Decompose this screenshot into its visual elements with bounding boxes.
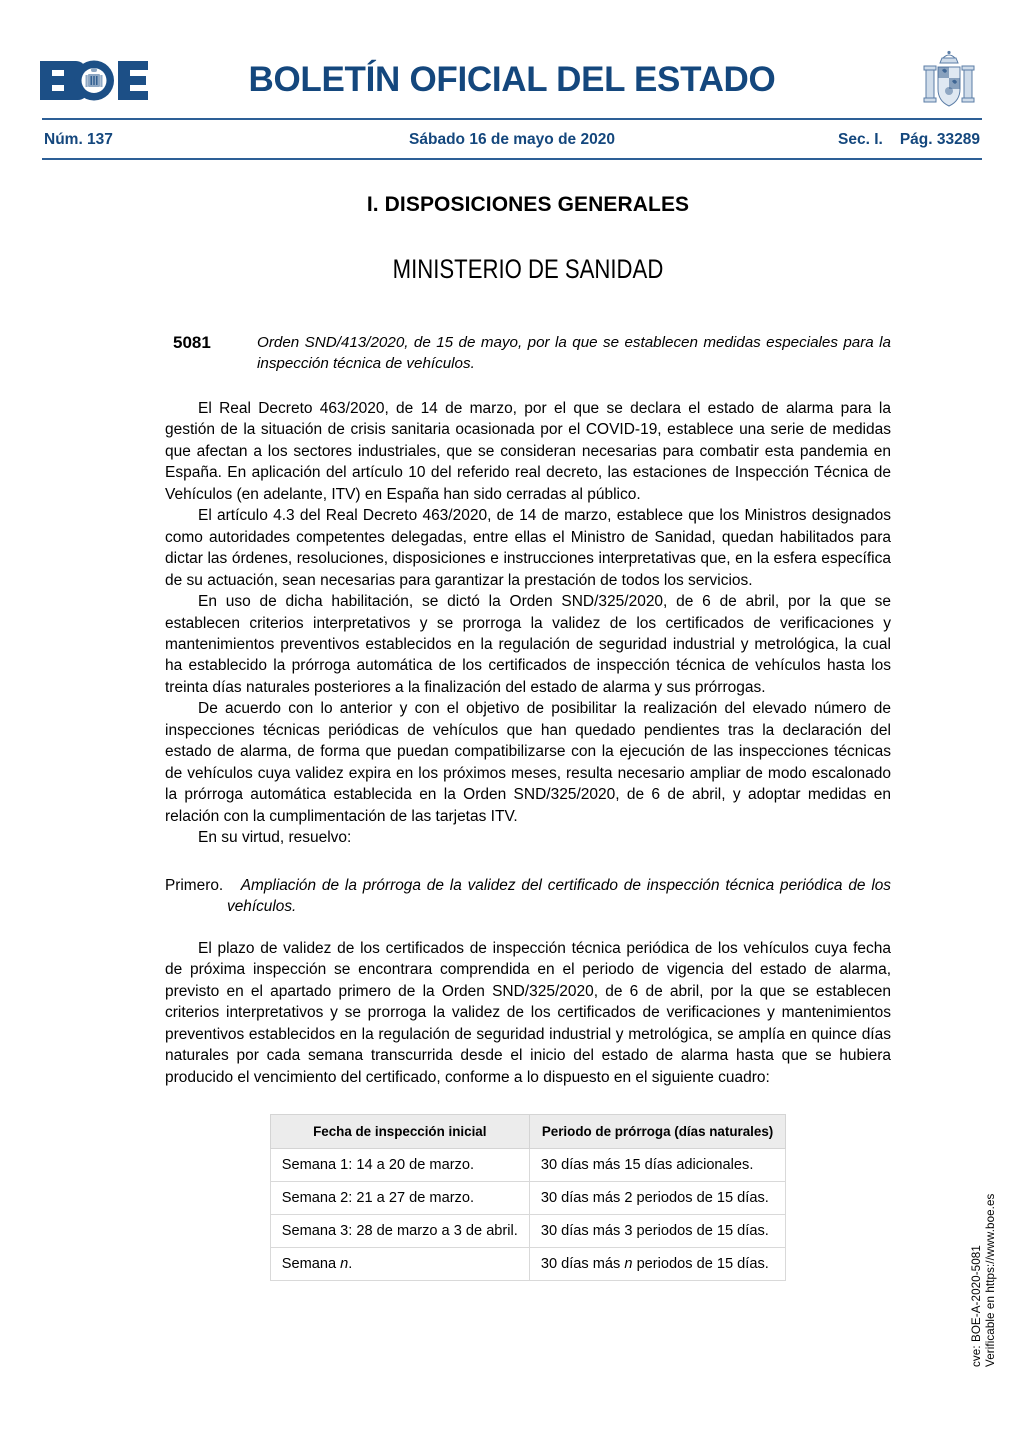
paragraph-4: De acuerdo con lo anterior y con el objetivo de posibilitar la realización del elevado número de inspecciones técnicas periódicas de vehículos que han quedado pendientes tras la declaración del estado de alarma, de forma que puedan compatibilizarse con la ejecución de las inspecciones técnicas de vehículos cuya validez expira en los próximos meses, resulta necesario ampliar de modo escalonado la prórroga automática establecida en la Orden SND/325/2020, de 6 de abril, y adoptar medidas en relación con la cumplimentación de las tarjetas ITV. [165, 700, 891, 825]
verification-sidebar [971, 1117, 1011, 1367]
table-row [270, 1215, 786, 1248]
page-label: Pág. 33289 [899, 131, 980, 148]
disposition-title: Orden SND/413/2020, de 15 de mayo, por la que se establecen medidas especiales para la inspección técnica de vehículos. [257, 334, 891, 372]
cell-fecha: Semana 3: 28 de marzo a 3 de abril. [270, 1215, 529, 1248]
issue-date: Sábado 16 de mayo de 2020 [409, 131, 615, 148]
cell-periodo: 30 días más n periodos de 15 días. [529, 1248, 785, 1281]
cell-fecha: Semana 2: 21 a 27 de marzo. [270, 1182, 529, 1215]
masthead [0, 0, 1024, 120]
paragraph-2: El artículo 4.3 del Real Decreto 463/2020, de 14 de marzo, establece que los Ministros designados como autoridades competentes delegadas, entre ellas el Ministro de Sanidad, quedan habilitados para dictar las órdenes, resoluciones, disposiciones e instrucciones interpretativas que, en la esfera específica de su actuación, sean necesarias para garantizar la prestación de todos los servicios. [165, 507, 891, 589]
disposition-item [165, 333, 891, 377]
table-header-row [270, 1115, 786, 1149]
cell-periodo: 30 días más 2 periodos de 15 días. [529, 1182, 785, 1215]
section-label: Sec. I. [838, 131, 883, 148]
cell-periodo: 30 días más 15 días adicionales. [529, 1149, 785, 1182]
cve-label: cve: BOE-A-2020-5081 [970, 1245, 983, 1367]
cell-fecha: Semana 1: 14 a 20 de marzo. [270, 1149, 529, 1182]
prorroga-table-wrapper [165, 1114, 891, 1281]
issue-bar [42, 118, 982, 160]
column-header-fecha: Fecha de inspección inicial [270, 1115, 529, 1149]
ministry-heading: MINISTERIO DE SANIDAD [392, 254, 664, 284]
cell-periodo: 30 días más 3 periodos de 15 días. [529, 1215, 785, 1248]
section-heading: I. DISPOSICIONES GENERALES [366, 193, 690, 216]
issue-section-page [838, 131, 980, 149]
disposition-number: 5081 [173, 333, 211, 352]
provision-heading [165, 875, 891, 918]
paragraph-5: En su virtud, resuelvo: [198, 829, 352, 847]
column-header-periodo: Periodo de prórroga (días naturales) [529, 1115, 785, 1149]
document-body [165, 180, 891, 1281]
spain-coat-of-arms-icon [916, 49, 982, 115]
table-row [270, 1149, 786, 1182]
page-title: BOLETÍN OFICIAL DEL ESTADO [248, 60, 776, 99]
issue-number: Núm. 137 [44, 131, 113, 148]
cell-fecha: Semana n. [270, 1248, 529, 1281]
paragraph-3: En uso de dicha habilitación, se dictó la Orden SND/325/2020, de 6 de abril, por la que se establecen criterios interpretativos y se prorroga la validez de los certificados de verificaciones y mantenimientos preventivos establecidos en la regulación de seguridad industrial y metrológica, la cual ha establecido la prórroga automática de los certificados de inspección técnica de vehículos hasta los treinta días naturales posteriores a la finalización del estado de alarma y sus prórrogas. [165, 593, 891, 696]
table-body [270, 1149, 786, 1281]
verify-url-label[interactable]: Verificable en https://www.boe.es [984, 1193, 997, 1367]
provision-title: Ampliación de la prórroga de la validez del certificado de inspección técnica periódica de los vehículos. [227, 876, 891, 915]
prorroga-table [270, 1114, 787, 1281]
provision-ordinal: Primero. [165, 876, 224, 894]
table-row [270, 1182, 786, 1215]
provision-paragraph: El plazo de validez de los certificados de inspección técnica periódica de los vehículos cuya fecha de próxima inspección se encontrara comprendida en el periodo de vigencia del estado de alarma, previsto en el apartado primero de la Orden SND/325/2020, de 6 de abril, por la que se establecen criterios interpretativos y se prorroga la validez de los certificados de verificaciones y mantenimientos preventivos establecidos en la regulación de seguridad industrial y metrológica, se amplía en quince días naturales por cada semana transcurrida desde el inicio del estado de alarma hasta que se hubiera producido el vencimiento del certificado, conforme a lo dispuesto en el siguiente cuadro: [165, 940, 891, 1086]
table-row [270, 1248, 786, 1281]
paragraph-1: El Real Decreto 463/2020, de 14 de marzo, por el que se declara el estado de alarma para la gestión de la situación de crisis sanitaria ocasionada por el COVID-19, establece una serie de medidas que afectan a los sectores industriales, que se consideran necesarias para combatir esta pandemia en España. En aplicación del artículo 10 del referido real decreto, las estaciones de Inspección Técnica de Vehículos (en adelante, ITV) en España han sido cerradas al público. [165, 400, 891, 503]
